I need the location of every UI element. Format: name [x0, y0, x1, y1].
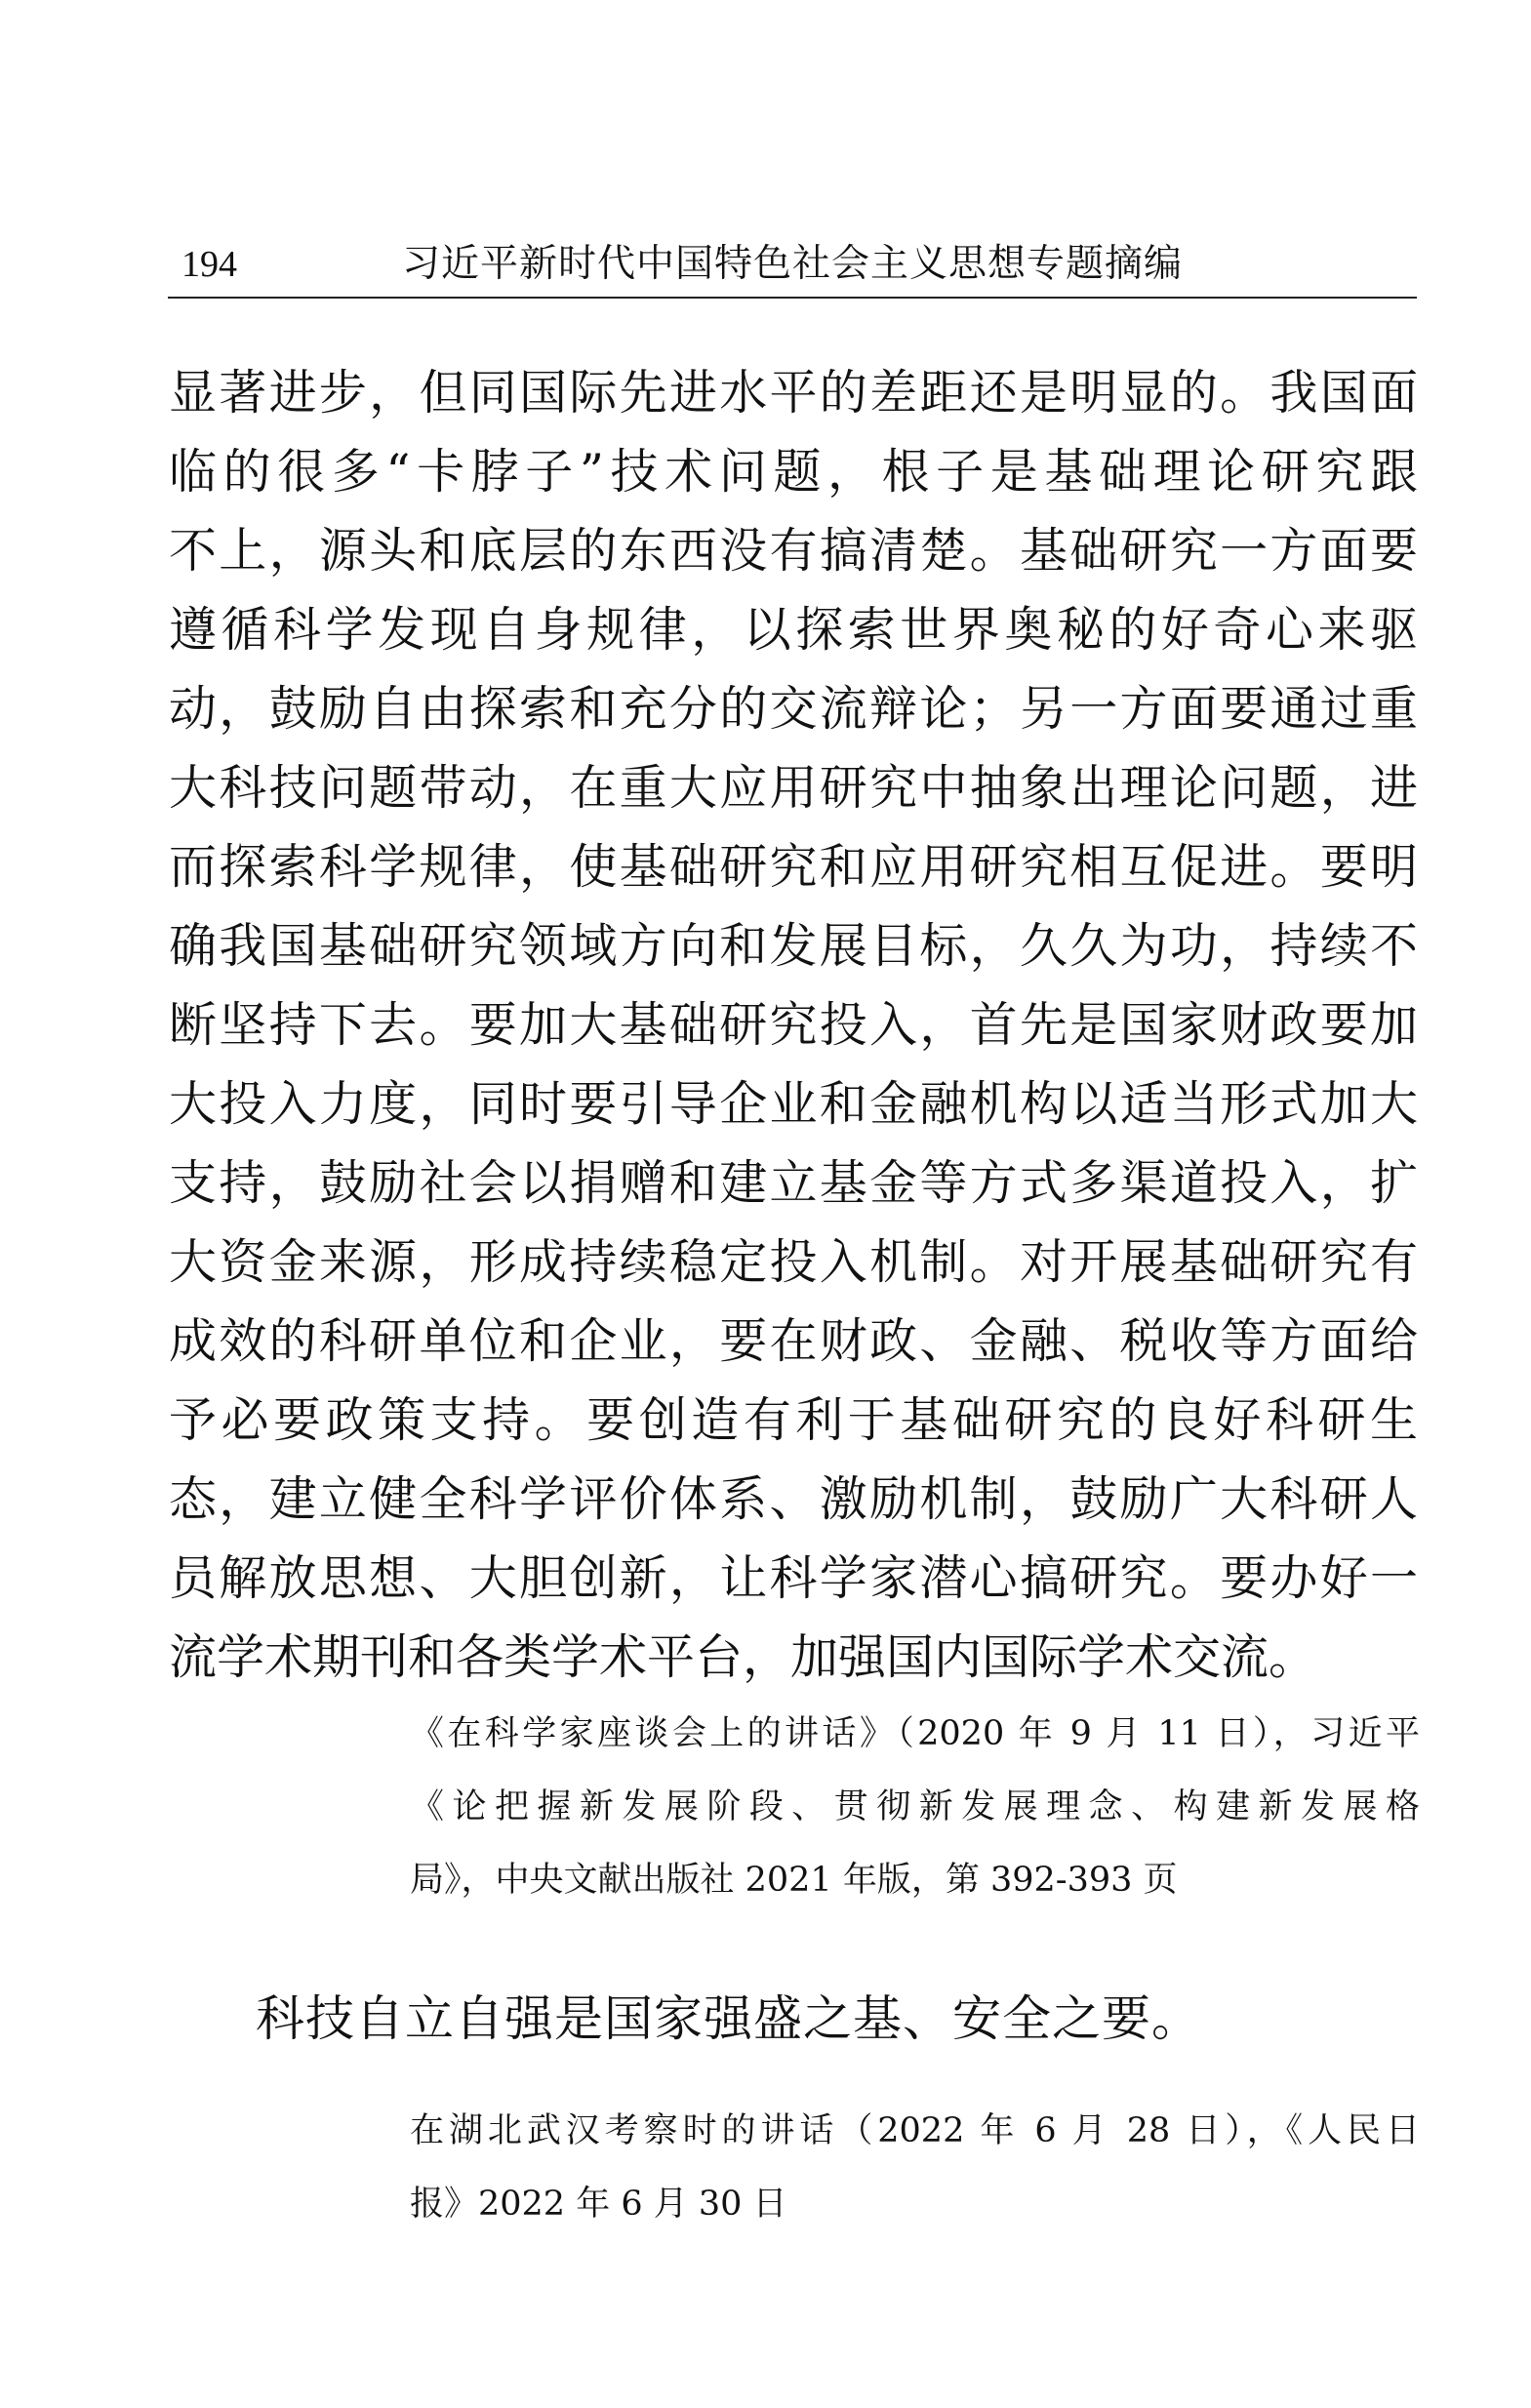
body-paragraph	[169, 353, 1418, 1697]
body-line: 显著进步，但同国际先进水平的差距还是明显的。我国面	[169, 365, 1418, 421]
citation-line: 《论把握新发展阶段、贯彻新发展理念、构建新发展格	[410, 1787, 1420, 1826]
body-line: 确我国基础研究领域方向和发展目标，久久为功，持续不	[169, 918, 1418, 974]
running-header	[168, 232, 1417, 299]
citation-line: 在湖北武汉考察时的讲话（2022 年 6 月 28 日），《人民日	[410, 2111, 1420, 2150]
quote-paragraph: 科技自立自强是国家强盛之基、安全之要。	[256, 1990, 1201, 2047]
citation-line: 局》，中央文献出版社 2021 年版，第 392-393 页	[410, 1861, 1178, 1900]
body-line: 遵循科学发现自身规律，以探索世界奥秘的好奇心来驱	[169, 602, 1418, 658]
citation-line: 《在科学家座谈会上的讲话》（2020 年 9 月 11 日），习近平	[410, 1714, 1420, 1753]
body-line: 大投入力度，同时要引导企业和金融机构以适当形式加大	[169, 1076, 1418, 1132]
citation-source	[410, 1698, 1420, 1917]
page-number: 194	[181, 244, 237, 285]
citation-source-2	[410, 2095, 1420, 2241]
body-line: 予必要政策支持。要创造有利于基础研究的良好科研生	[169, 1392, 1418, 1448]
body-line: 动，鼓励自由探索和充分的交流辩论；另一方面要通过重	[169, 681, 1418, 737]
body-line: 流学术期刊和各类学术平台，加强国内国际学术交流。	[169, 1629, 1317, 1685]
citation-line: 报》2022 年 6 月 30 日	[410, 2185, 787, 2224]
running-title: 习近平新时代中国特色社会主义思想专题摘编	[402, 242, 1184, 286]
body-line: 临的很多“卡脖子”技术问题，根子是基础理论研究跟	[169, 444, 1418, 500]
body-line: 断坚持下去。要加大基础研究投入，首先是国家财政要加	[169, 997, 1418, 1053]
body-line: 大资金来源，形成持续稳定投入机制。对开展基础研究有	[169, 1234, 1418, 1290]
body-line: 态，建立健全科学评价体系、激励机制，鼓励广大科研人	[169, 1471, 1418, 1527]
body-line: 支持，鼓励社会以捐赠和建立基金等方式多渠道投入，扩	[169, 1155, 1418, 1211]
body-line: 员解放思想、大胆创新，让科学家潜心搞研究。要办好一	[169, 1550, 1418, 1606]
body-line: 而探索科学规律，使基础研究和应用研究相互促进。要明	[169, 839, 1418, 895]
body-line: 不上，源头和底层的东西没有搞清楚。基础研究一方面要	[169, 523, 1418, 579]
body-line: 大科技问题带动，在重大应用研究中抽象出理论问题，进	[169, 760, 1418, 816]
body-line: 成效的科研单位和企业，要在财政、金融、税收等方面给	[169, 1313, 1418, 1369]
